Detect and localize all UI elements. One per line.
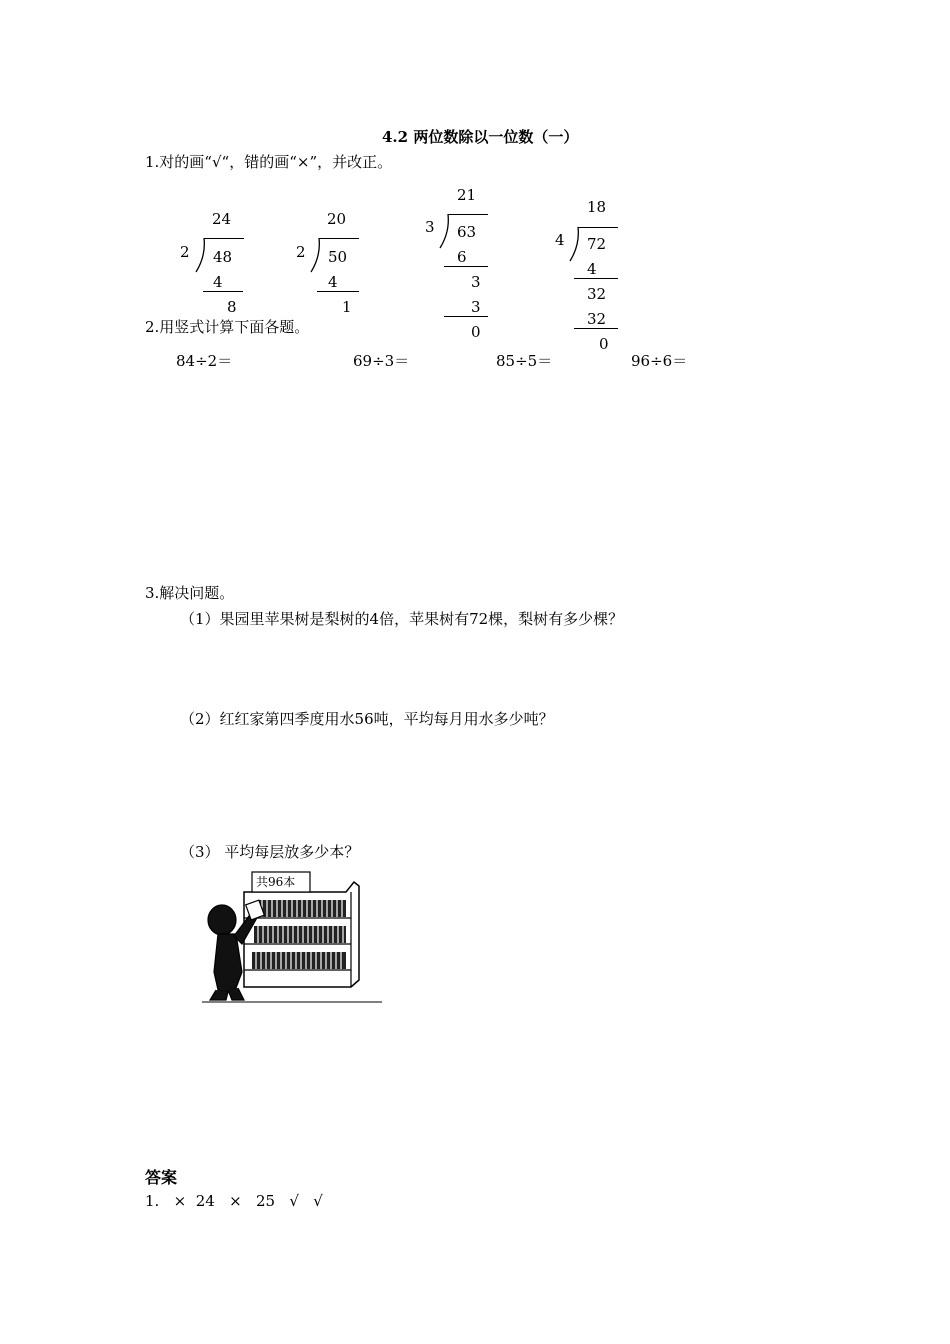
step-value: 4 bbox=[587, 260, 597, 278]
dividend: 50 bbox=[328, 248, 348, 266]
step-value: 32 bbox=[587, 310, 607, 328]
sign-text: 共96本 bbox=[256, 875, 296, 889]
answers-line: 1. × 24 × 25 √ √ bbox=[145, 1192, 323, 1210]
division-bracket bbox=[440, 214, 450, 250]
dividend: 63 bbox=[457, 223, 477, 241]
division-bracket bbox=[570, 227, 580, 263]
division-bar bbox=[578, 227, 618, 228]
divisor: 3 bbox=[425, 218, 435, 236]
question-1-label: 1.对的画“√“，错的画“×”，并改正。 bbox=[145, 153, 393, 171]
step-value: 32 bbox=[587, 285, 607, 303]
calc-item: 69÷3＝ bbox=[353, 352, 410, 370]
step-value: 3 bbox=[471, 273, 481, 291]
dividend: 72 bbox=[587, 235, 607, 253]
step-value: 4 bbox=[328, 273, 338, 291]
quotient: 20 bbox=[327, 210, 347, 228]
problem-2: （2）红红家第四季度用水56吨，平均每月用水多少吨？ bbox=[180, 710, 554, 728]
problem-3: （3） 平均每层放多少本？ bbox=[180, 843, 360, 861]
step-value: 8 bbox=[227, 298, 237, 316]
step-value: 3 bbox=[471, 298, 481, 316]
step-line bbox=[574, 278, 618, 279]
divisor: 4 bbox=[555, 231, 565, 249]
bookshelf-illustration bbox=[196, 862, 386, 1007]
division-bracket bbox=[311, 238, 321, 274]
calc-item: 85÷5＝ bbox=[496, 352, 553, 370]
division-bar bbox=[319, 238, 359, 239]
question-2-label: 2.用竖式计算下面各题。 bbox=[145, 318, 310, 336]
step-line bbox=[317, 291, 359, 292]
division-bracket bbox=[196, 238, 206, 274]
division-bar bbox=[204, 238, 244, 239]
step-value: 6 bbox=[457, 248, 467, 266]
dividend: 48 bbox=[213, 248, 233, 266]
answers-heading: 答案 bbox=[145, 1168, 178, 1187]
step-line bbox=[444, 316, 488, 317]
question-3-label: 3.解决问题。 bbox=[145, 584, 235, 602]
division-bar bbox=[448, 214, 488, 215]
problem-1: （1）果园里苹果树是梨树的4倍，苹果树有72棵，梨树有多少棵？ bbox=[180, 610, 624, 628]
step-line bbox=[444, 266, 488, 267]
calc-item: 84÷2＝ bbox=[176, 352, 233, 370]
step-line bbox=[203, 291, 243, 292]
step-value: 0 bbox=[471, 323, 481, 341]
divisor: 2 bbox=[296, 243, 306, 261]
divisor: 2 bbox=[180, 243, 190, 261]
step-value: 0 bbox=[599, 335, 609, 353]
quotient: 18 bbox=[587, 198, 607, 216]
page-title: 4.2 两位数除以一位数（一） bbox=[382, 128, 579, 146]
step-line bbox=[574, 328, 618, 329]
quotient: 24 bbox=[212, 210, 232, 228]
step-value: 1 bbox=[342, 298, 352, 316]
step-value: 4 bbox=[213, 273, 223, 291]
calc-item: 96÷6＝ bbox=[631, 352, 688, 370]
quotient: 21 bbox=[457, 186, 477, 204]
